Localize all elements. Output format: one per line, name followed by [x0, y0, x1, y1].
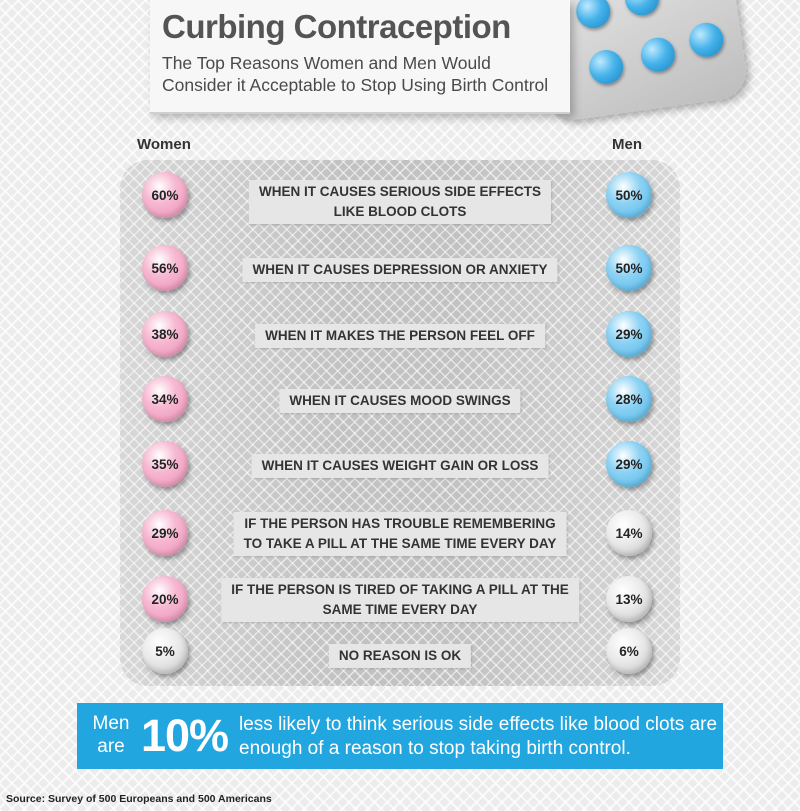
reason-label-line: WHEN IT CAUSES DEPRESSION OR ANXIETY [252, 262, 548, 277]
reason-label [255, 324, 545, 348]
table-row [120, 624, 680, 684]
men-pill: 28% [606, 376, 652, 422]
reason-label-line: WHEN IT CAUSES WEIGHT GAIN OR LOSS [261, 458, 539, 473]
table-row [120, 563, 680, 623]
reason-label-line: NO REASON IS OK [338, 648, 462, 663]
women-pill: 20% [142, 576, 188, 622]
table-row [120, 497, 680, 557]
callout-prefix: Men are [92, 713, 130, 757]
men-pill: 13% [606, 576, 652, 622]
women-pill: 5% [142, 628, 188, 674]
table-row [120, 369, 680, 429]
reason-label-line: WHEN IT MAKES THE PERSON FEEL OFF [265, 328, 535, 343]
page-subtitle [162, 52, 572, 96]
table-row [120, 165, 680, 225]
reason-label-line: IF THE PERSON HAS TROUBLE REMEMBERING [244, 516, 556, 531]
women-pill: 34% [142, 376, 188, 422]
reason-label-line: WHEN IT CAUSES MOOD SWINGS [289, 393, 511, 408]
women-pill: 29% [142, 510, 188, 556]
packet-pill [623, 0, 661, 18]
women-pill: 60% [142, 172, 188, 218]
men-pill: 50% [606, 245, 652, 291]
subtitle-line: Consider it Acceptable to Stop Using Birth Control [162, 75, 549, 95]
women-pill: 38% [142, 311, 188, 357]
women-pill: 35% [142, 441, 188, 487]
men-pill: 29% [606, 441, 652, 487]
reason-label [221, 578, 579, 622]
reason-label-line: TO TAKE A PILL AT THE SAME TIME EVERY DAY [243, 536, 557, 551]
reason-label [329, 644, 471, 668]
reason-label [242, 258, 557, 282]
table-row [120, 238, 680, 298]
reason-label-line: IF THE PERSON IS TIRED OF TAKING A PILL AT THE [231, 582, 569, 597]
men-pill: 14% [606, 510, 652, 556]
page-title: Curbing Contraception [162, 8, 511, 45]
men-pill: 50% [606, 172, 652, 218]
packet-pill [639, 35, 677, 73]
reason-label-line: WHEN IT CAUSES SERIOUS SIDE EFFECTS [258, 184, 542, 199]
callout-text: less likely to think serious side effects like blood clots are enough of a reason to stop taking birth control. [239, 714, 718, 759]
men-pill: 29% [606, 311, 652, 357]
reason-label-line: SAME TIME EVERY DAY [322, 602, 478, 617]
column-header-women: Women [137, 136, 191, 153]
table-row [120, 434, 680, 494]
callout-banner [77, 703, 723, 769]
reason-label-line: LIKE BLOOD CLOTS [333, 204, 467, 219]
subtitle-line: The Top Reasons Women and Men Would [162, 53, 491, 73]
packet-pill [574, 0, 612, 30]
callout-value: 10% [141, 710, 229, 761]
women-pill: 56% [142, 245, 188, 291]
reason-label [279, 389, 520, 413]
packet-pill [687, 21, 725, 59]
column-header-men: Men [612, 136, 642, 153]
table-row [120, 304, 680, 364]
packet-pill [587, 48, 625, 86]
reason-label [252, 454, 549, 478]
reason-label [234, 512, 567, 556]
men-pill: 6% [606, 628, 652, 674]
reason-label [249, 180, 551, 224]
source-note: Source: Survey of 500 Europeans and 500 Americans [6, 793, 272, 805]
